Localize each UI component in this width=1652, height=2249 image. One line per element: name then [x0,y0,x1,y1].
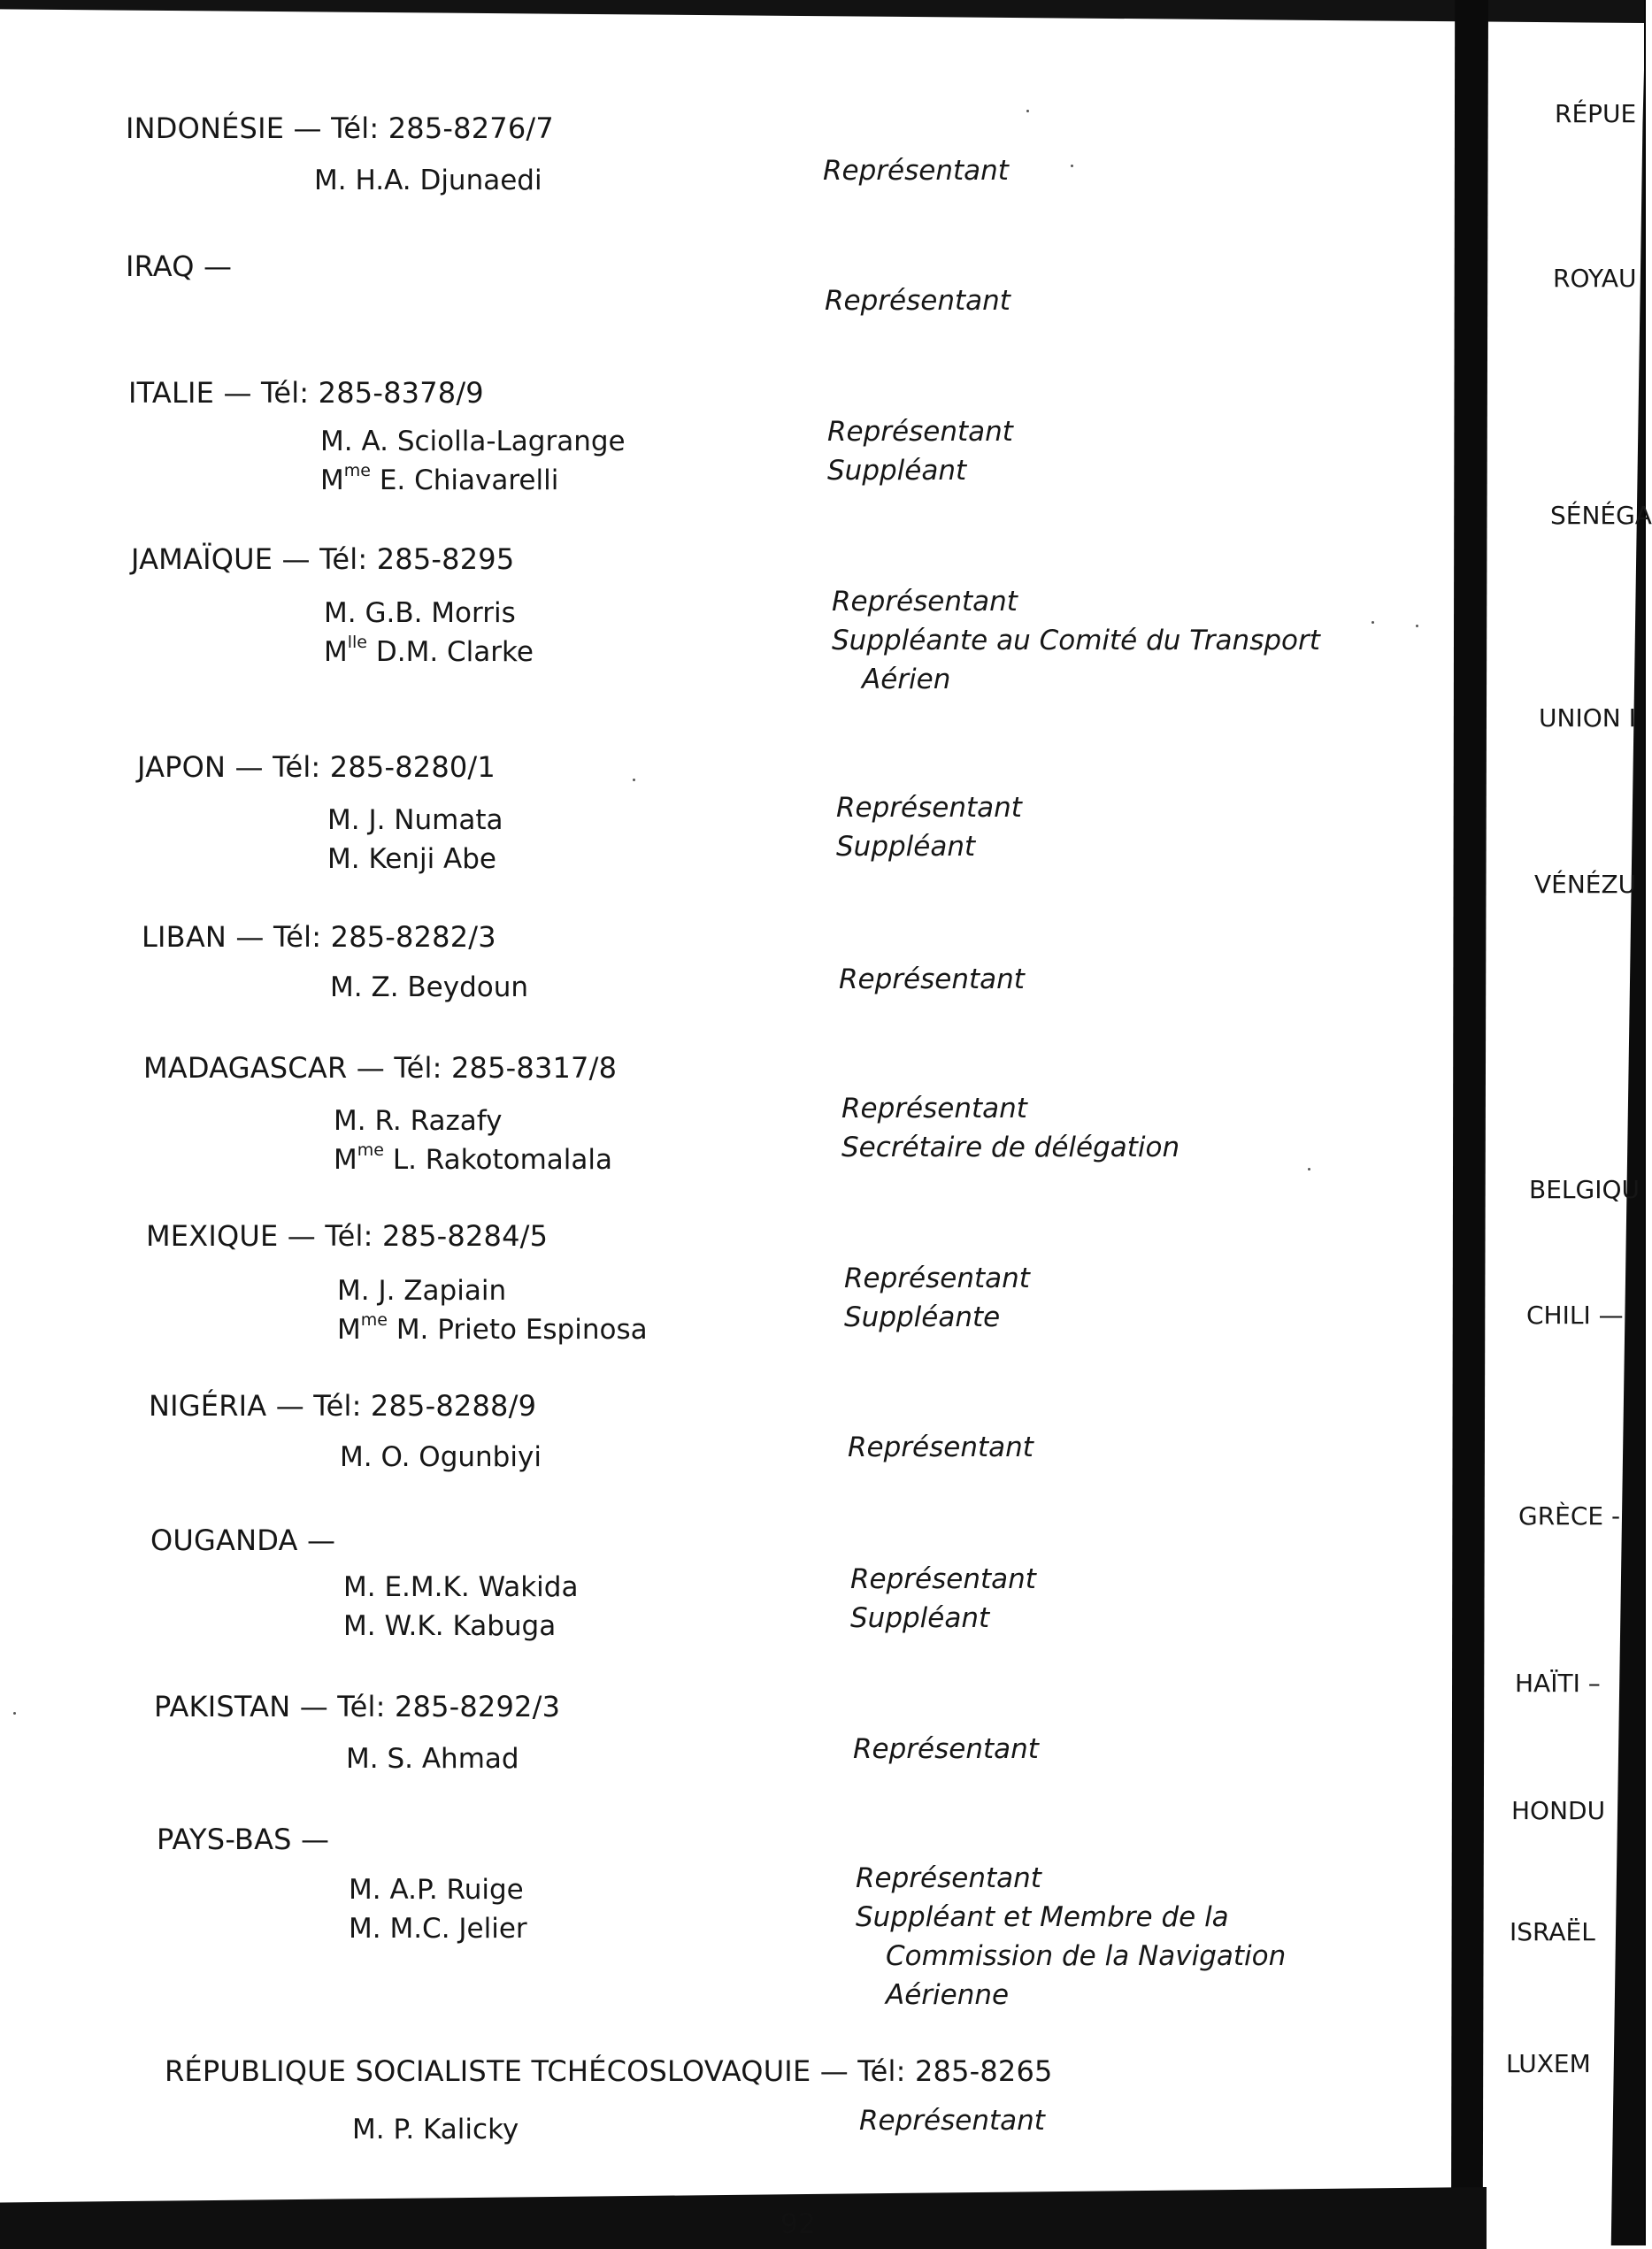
scan-speck [1372,621,1374,624]
delegate-roles [859,2103,1045,2142]
delegate-names [349,1870,527,1948]
country-heading: IRAQ — [126,249,233,283]
honorific: M [337,1314,361,1346]
delegate-roles [844,1261,1030,1339]
facing-page-heading: ISRAËL [1510,1917,1595,1946]
delegate-roles [853,1731,1039,1770]
delegate-name: M. Kenji Abe [327,843,496,875]
delegate-name-row [334,1140,612,1179]
delegate-name-row [337,1310,648,1349]
country-heading: MEXIQUE — Tél: 285-8284/5 [146,1219,549,1253]
book-gutter [1451,0,1488,2245]
delegate-roles [823,153,1009,192]
delegate-role: Suppléante au Comité du Transport [832,625,1320,656]
delegate-role: Secrétaire de délégation [841,1132,1180,1163]
facing-page-shadow [1600,35,1645,2245]
scan-speck [1308,1168,1310,1171]
delegate-name-row [320,461,626,500]
scan-right-edge [1644,0,1646,2245]
delegate-role: Représentant [856,1862,1041,1894]
facing-page-heading: SÉNÉGA [1550,501,1652,530]
delegate-names [343,1568,578,1646]
delegate-name: M. Prieto Espinosa [396,1314,648,1346]
country-heading: NIGÉRIA — Tél: 285-8288/9 [149,1389,537,1423]
country-heading: JAMAÏQUE — Tél: 285-8295 [131,542,515,576]
country-heading: PAYS-BAS — [157,1823,330,1856]
delegate-name: M. M.C. Jelier [349,1913,527,1945]
delegate-names [324,594,534,672]
delegate-name: M. E.M.K. Wakida [343,1571,579,1603]
delegate-name: E. Chiavarelli [379,464,559,496]
facing-page-heading: VÉNÉZU [1534,870,1637,899]
delegate-role: Représentant [844,1263,1030,1294]
delegate-role: Suppléant [827,455,967,487]
scan-speck [1071,165,1073,167]
delegate-role: Suppléant [836,831,976,863]
delegate-role: Représentant [839,963,1025,995]
delegate-names [340,1438,542,1477]
delegate-role: Suppléant et Membre de la [856,1901,1229,1933]
delegate-name: M. A. Sciolla-Lagrange [320,426,626,457]
honorific-superscript: lle [347,632,367,652]
facing-page-heading: UNION I [1539,703,1636,733]
delegate-names [346,1739,519,1778]
delegate-roles [856,1861,1286,2016]
delegate-name: M. H.A. Djunaedi [314,165,542,196]
delegate-roles [839,962,1025,1001]
facing-page-heading: CHILI — [1526,1301,1624,1330]
scan-speck [13,1712,16,1715]
facing-page-heading: BELGIQU [1529,1175,1640,1204]
delegate-names [334,1101,612,1179]
country-heading: PAKISTAN — Tél: 285-8292/3 [154,1690,561,1723]
country-heading: RÉPUBLIQUE SOCIALISTE TCHÉCOSLOVAQUIE — Tél: 285-8265 [165,2054,1053,2088]
delegate-role: Représentant [825,285,1010,317]
country-heading: ITALIE — Tél: 285-8378/9 [128,376,484,410]
delegate-name: M. P. Kalicky [352,2114,519,2145]
facing-page-heading: RÉPUE [1555,99,1637,128]
page-number: 92 [780,2208,816,2240]
delegate-name: M. O. Ogunbiyi [340,1441,542,1473]
delegate-role: Représentant [827,416,1013,448]
delegate-names [320,422,626,500]
delegate-name: M. J. Zapiain [337,1275,507,1307]
delegate-name: M. W.K. Kabuga [343,1610,557,1642]
facing-page [1488,0,1652,2245]
delegate-role: Suppléante [844,1301,1001,1333]
delegate-name: M. S. Ahmad [346,1743,519,1775]
facing-page-heading: HAÏTI – [1515,1669,1601,1698]
delegate-names [330,968,528,1007]
delegate-names [327,801,503,879]
delegate-names [337,1271,648,1349]
delegate-roles [850,1562,1036,1639]
delegate-roles [836,790,1022,868]
country-heading: OUGANDA — [150,1524,336,1557]
delegate-role: Représentant [841,1093,1027,1124]
delegate-roles [827,414,1013,492]
delegate-role: Commission de la Navigation [886,1940,1287,1972]
delegate-roles [832,584,1320,701]
delegate-name: M. Z. Beydoun [330,971,529,1003]
delegate-name-row [324,633,534,672]
delegate-roles [848,1430,1033,1469]
facing-page-heading: GRÈCE - [1518,1501,1621,1531]
delegate-role: Représentant [848,1432,1033,1463]
facing-page-heading: ROYAU [1553,264,1637,293]
delegate-names [352,2110,519,2149]
country-heading: LIBAN — Tél: 285-8282/3 [142,920,496,954]
delegate-role: Représentant [859,2105,1045,2137]
facing-page-heading: LUXEM [1506,2049,1591,2078]
honorific-superscript: me [360,1309,388,1330]
delegate-name: D.M. Clarke [375,636,534,668]
country-heading: MADAGASCAR — Tél: 285-8317/8 [143,1051,618,1085]
honorific-superscript: me [343,460,371,480]
delegate-roles [841,1091,1179,1169]
delegate-role: Aérienne [886,1979,1010,2011]
delegate-role: Aérien [862,664,951,695]
delegate-name: M. R. Razafy [334,1105,503,1137]
delegate-role: Représentant [823,155,1009,187]
delegate-name: L. Rakotomalala [392,1144,612,1176]
honorific-superscript: me [357,1140,384,1160]
delegate-role: Représentant [836,792,1022,824]
scan-speck [633,779,635,781]
delegate-names [314,161,542,200]
delegate-name: M. J. Numata [327,804,503,836]
delegate-role: Représentant [850,1563,1036,1595]
scan-speck [1026,110,1029,112]
delegate-role: Représentant [853,1733,1039,1765]
delegate-role: Représentant [832,586,1018,618]
delegate-role: Suppléant [850,1602,990,1634]
honorific: M [334,1144,357,1176]
country-heading: JAPON — Tél: 285-8280/1 [137,750,496,784]
delegate-name: M. A.P. Ruige [349,1874,524,1906]
honorific: M [324,636,348,668]
facing-page-heading: HONDU [1511,1796,1606,1825]
country-heading: INDONÉSIE — Tél: 285-8276/7 [126,111,554,145]
honorific: M [320,464,344,496]
delegate-name: M. G.B. Morris [324,597,516,629]
scan-speck [1416,625,1418,627]
delegate-roles [825,283,1010,322]
